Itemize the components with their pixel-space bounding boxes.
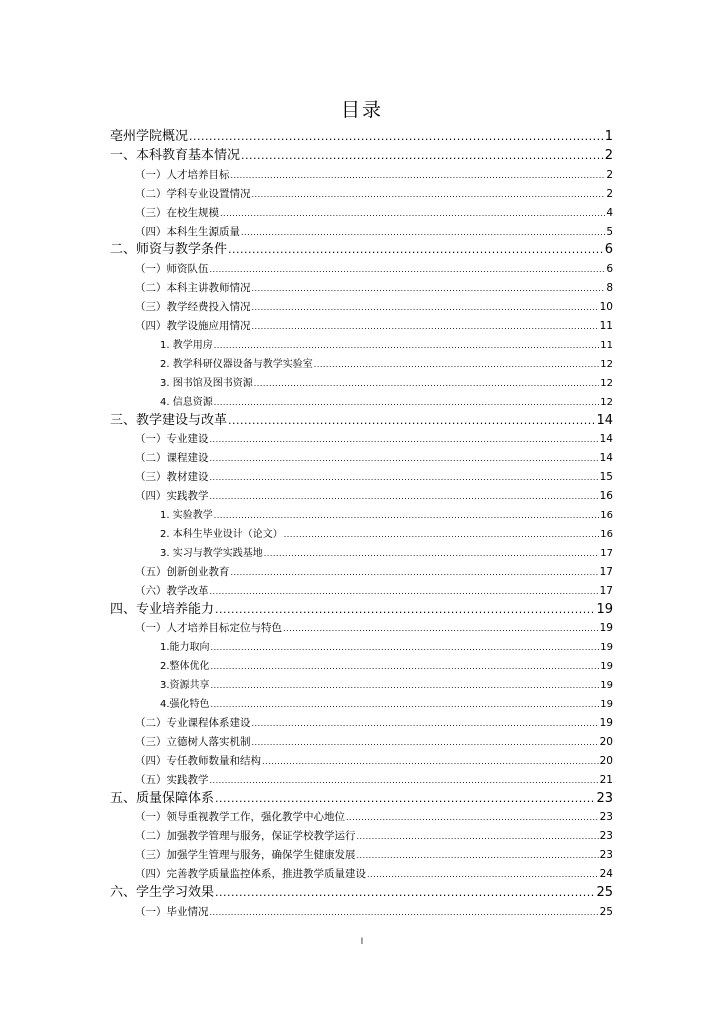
- toc-entry-page: 17: [599, 584, 613, 597]
- toc-entry-page: 12: [600, 377, 613, 389]
- toc-section-entry[interactable]: [135, 867, 613, 882]
- toc-leader-dots: [252, 187, 606, 202]
- toc-leader-dots: [210, 432, 599, 447]
- toc-entry-page: 14: [599, 452, 613, 465]
- toc-leader-dots: [357, 848, 599, 863]
- toc-entry-page: 6: [604, 242, 613, 258]
- toc-entry-page: 19: [600, 661, 613, 673]
- toc-section-entry[interactable]: [135, 319, 613, 334]
- toc-leader-dots: [346, 810, 599, 825]
- toc-entry-page: 11: [600, 339, 613, 351]
- toc-entry-label: （二）学科专业设置情况: [135, 187, 251, 200]
- toc-leader-dots: [254, 376, 600, 391]
- toc-subsection-entry[interactable]: [160, 678, 613, 693]
- toc-section-entry[interactable]: [135, 300, 613, 315]
- toc-section-entry[interactable]: [135, 716, 613, 731]
- toc-entry-page: 15: [599, 471, 613, 484]
- toc-entry-page: 10: [599, 301, 613, 314]
- toc-entry-label: （二）课程建设: [135, 452, 209, 465]
- toc-entry-label: （三）教材建设: [135, 471, 209, 484]
- toc-section-entry[interactable]: [135, 168, 613, 183]
- toc-entry-label: 五、质量保障体系: [110, 790, 215, 806]
- toc-entry-label: 亳州学院概况: [110, 129, 189, 144]
- toc-entry-page: 16: [600, 510, 613, 521]
- toc-entry-page: 8: [606, 282, 613, 295]
- toc-entry-label: 2. 教学科研仪器设备与教学实验室: [160, 358, 313, 370]
- toc-leader-dots: [220, 206, 605, 221]
- toc-entry-label: （四）完善教学质量监控体系，推进教学质量建设: [135, 868, 366, 881]
- toc-section-entry[interactable]: [135, 810, 613, 825]
- toc-leader-dots: [252, 300, 599, 315]
- toc-entry-label: 二、师资与教学条件: [110, 242, 228, 258]
- toc-leader-dots: [252, 319, 599, 334]
- toc-subsection-entry[interactable]: [160, 640, 613, 655]
- toc-entry-label: 3.资源共享: [160, 680, 210, 692]
- toc-chapter-entry[interactable]: [110, 241, 613, 259]
- toc-leader-dots: [231, 168, 606, 183]
- toc-entry-label: （三）加强学生管理与服务，确保学生健康发展: [135, 849, 356, 862]
- toc-leader-dots: [211, 659, 600, 674]
- toc-leader-dots: [215, 790, 595, 808]
- toc-chapter-entry[interactable]: [110, 128, 613, 146]
- toc-section-entry[interactable]: [135, 829, 613, 844]
- toc-entry-label: （四）实践教学: [135, 490, 209, 503]
- toc-section-entry[interactable]: [135, 584, 613, 599]
- toc-entry-page: 2: [606, 168, 613, 181]
- toc-leader-dots: [228, 412, 595, 430]
- toc-entry-label: 4.强化特色: [160, 699, 210, 710]
- toc-leader-dots: [231, 565, 599, 580]
- toc-leader-dots: [211, 640, 600, 655]
- toc-entry-label: 三、教学建设与改革: [110, 412, 228, 428]
- toc-chapter-entry[interactable]: [110, 412, 613, 430]
- toc-leader-dots: [211, 678, 600, 693]
- toc-leader-dots: [210, 262, 606, 277]
- toc-subsection-entry[interactable]: [160, 659, 613, 674]
- toc-entry-label: （四）教学设施应用情况: [135, 320, 251, 332]
- toc-entry-label: （六）教学改革: [135, 584, 209, 597]
- toc-entry-label: （一）专业建设: [135, 433, 209, 446]
- toc-leader-dots: [228, 241, 604, 259]
- toc-entry-page: 17: [599, 565, 613, 578]
- toc-entry-label: 一、本科教育基本情况: [110, 147, 241, 163]
- toc-leader-dots: [252, 716, 599, 731]
- toc-section-entry[interactable]: [135, 470, 613, 485]
- toc-entry-label: （三）在校生规模: [135, 206, 219, 219]
- toc-entry-label: （一）领导重视教学工作，强化教学中心地位: [135, 811, 345, 824]
- toc-leader-dots: [214, 508, 600, 523]
- toc-section-entry[interactable]: [135, 206, 613, 221]
- toc-entry-label: （一）师资队伍: [135, 263, 209, 276]
- toc-section-entry[interactable]: [135, 225, 613, 240]
- toc-entry-page: 19: [600, 699, 613, 710]
- toc-entry-page: 14: [596, 412, 613, 428]
- toc-leader-dots: [314, 357, 600, 372]
- toc-entry-label: （一）人才培养目标定位与特色: [135, 622, 282, 635]
- toc-entry-label: （二）本科主讲教师情况: [135, 282, 251, 295]
- toc-chapter-entry[interactable]: [110, 884, 613, 902]
- toc-entry-label: （四）专任教师数量和结构: [135, 754, 261, 767]
- toc-entry-label: （二）加强教学管理与服务，保证学校教学运行: [135, 830, 356, 843]
- toc-entry-label: 2. 本科生毕业设计（论文）: [160, 528, 283, 540]
- toc-section-entry[interactable]: [135, 432, 613, 447]
- toc-entry-page: 5: [606, 225, 613, 238]
- toc-chapter-entry[interactable]: [110, 790, 613, 808]
- toc-section-entry[interactable]: [135, 187, 613, 202]
- toc-leader-dots: [215, 601, 595, 619]
- toc-chapter-entry[interactable]: [110, 147, 613, 165]
- toc-subsection-entry[interactable]: [160, 376, 613, 391]
- toc-leader-dots: [210, 489, 599, 504]
- toc-entry-label: （一）人才培养目标: [135, 168, 230, 181]
- toc-entry-page: 24: [599, 868, 613, 881]
- toc-entry-label: （四）本科生生源质量: [135, 225, 240, 238]
- toc-entry-page: 25: [599, 905, 613, 918]
- toc-leader-dots: [214, 338, 600, 353]
- toc-subsection-entry[interactable]: [160, 338, 613, 353]
- toc-entry-label: （三）立德树人落实机制: [135, 735, 251, 748]
- toc-section-entry[interactable]: [135, 262, 613, 277]
- page-title: 目录: [340, 99, 383, 121]
- toc-section-entry[interactable]: [135, 621, 613, 636]
- toc-section-entry[interactable]: [135, 565, 613, 580]
- toc-leader-dots: [357, 829, 599, 844]
- toc-leader-dots: [210, 773, 599, 788]
- toc-entry-label: 4. 信息资源: [160, 396, 213, 408]
- toc-subsection-entry[interactable]: [160, 508, 613, 523]
- toc-subsection-entry[interactable]: [160, 546, 613, 561]
- toc-section-entry[interactable]: [135, 281, 613, 296]
- toc-entry-page: 16: [599, 490, 613, 503]
- toc-entry-label: 2.整体优化: [160, 661, 210, 673]
- toc-entry-page: 4: [606, 206, 613, 219]
- toc-section-entry[interactable]: [135, 451, 613, 466]
- toc-entry-label: （一）毕业情况: [135, 905, 209, 918]
- toc-entry-label: （二）专业课程体系建设: [135, 716, 251, 729]
- toc-entry-page: 19: [600, 680, 613, 692]
- toc-leader-dots: [241, 225, 605, 240]
- toc-entry-page: 25: [596, 885, 613, 900]
- toc-entry-label: 3. 实习与教学实践基地: [160, 547, 263, 559]
- toc-entry-page: 17: [600, 547, 613, 559]
- toc-entry-page: 19: [599, 622, 613, 635]
- toc-leader-dots: [283, 621, 599, 636]
- toc-entry-page: 23: [599, 849, 613, 862]
- toc-entry-page: 2: [606, 187, 613, 200]
- toc-leader-dots: [210, 905, 599, 920]
- toc-leader-dots: [284, 527, 600, 542]
- toc-leader-dots: [210, 451, 599, 466]
- toc-subsection-entry[interactable]: [160, 357, 613, 372]
- toc-entry-label: 3. 图书馆及图书资源: [160, 377, 253, 389]
- toc-entry-page: 23: [599, 830, 613, 843]
- toc-leader-dots: [214, 395, 600, 410]
- toc-entry-label: 四、专业培养能力: [110, 601, 215, 617]
- toc-leader-dots: [367, 867, 599, 882]
- toc-chapter-entry[interactable]: [110, 601, 613, 619]
- toc-entry-label: （三）教学经费投入情况: [135, 301, 251, 314]
- toc-entry-page: 2: [604, 147, 613, 163]
- toc-subsection-entry[interactable]: [160, 697, 613, 712]
- toc-section-entry[interactable]: [135, 905, 613, 920]
- toc-entry-label: （五）创新创业教育: [135, 565, 230, 578]
- toc-section-entry[interactable]: [135, 848, 613, 863]
- toc-section-entry[interactable]: [135, 754, 613, 769]
- toc-leader-dots: [252, 281, 606, 296]
- toc-entry-page: 20: [599, 754, 613, 767]
- toc-leader-dots: [211, 697, 600, 712]
- toc-entry-page: 23: [596, 790, 613, 806]
- toc-entry-page: 20: [599, 735, 613, 748]
- page-number-footer: I: [360, 937, 364, 947]
- toc-entry-page: 23: [599, 811, 613, 824]
- toc-leader-dots: [264, 546, 600, 561]
- toc-leader-dots: [215, 884, 595, 902]
- toc-leader-dots: [189, 128, 604, 146]
- toc-entry-page: 19: [600, 642, 613, 654]
- toc-entry-label: 1. 实验教学: [160, 510, 213, 521]
- toc-entry-page: 1: [604, 129, 613, 144]
- toc-entry-page: 6: [606, 263, 613, 276]
- toc-leader-dots: [241, 147, 604, 165]
- toc-subsection-entry[interactable]: [160, 527, 613, 542]
- toc-section-entry[interactable]: [135, 489, 613, 504]
- toc-section-entry[interactable]: [135, 773, 613, 788]
- toc-leader-dots: [210, 584, 599, 599]
- toc-entry-page: 12: [600, 396, 613, 408]
- toc-entry-page: 12: [600, 358, 613, 370]
- toc-entry-label: 六、学生学习效果: [110, 885, 215, 900]
- toc-entry-page: 11: [599, 320, 613, 332]
- toc-entry-label: （五）实践教学: [135, 773, 209, 786]
- toc-entry-page: 19: [596, 601, 613, 617]
- toc-entry-page: 14: [599, 433, 613, 446]
- toc-entry-label: 1.能力取向: [160, 642, 210, 654]
- toc-entry-page: 16: [600, 528, 613, 540]
- toc-entry-label: 1. 教学用房: [160, 339, 213, 351]
- toc-section-entry[interactable]: [135, 735, 613, 750]
- toc-subsection-entry[interactable]: [160, 395, 613, 410]
- toc-entry-page: 21: [599, 773, 613, 786]
- toc-leader-dots: [262, 754, 599, 769]
- toc-leader-dots: [252, 735, 599, 750]
- toc-entry-page: 19: [599, 716, 613, 729]
- toc-leader-dots: [210, 470, 599, 485]
